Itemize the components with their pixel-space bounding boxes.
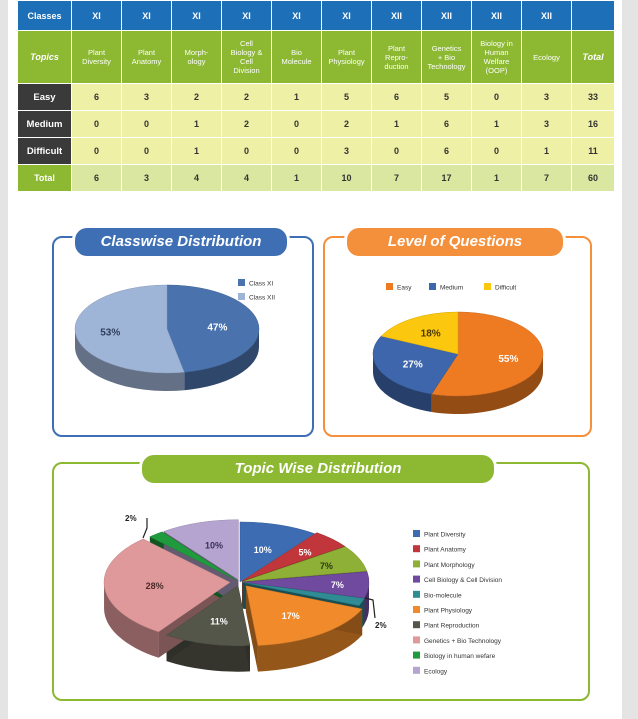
topics-header: Topics <box>18 31 72 84</box>
table-cell: 1 <box>172 111 222 138</box>
table-cell: 0 <box>472 138 522 165</box>
topic-header-line: Plant <box>337 48 356 57</box>
class-header-cell: XI <box>272 1 322 31</box>
leader-line <box>143 518 147 538</box>
difficulty-row <box>18 138 615 165</box>
class-header-cell: XI <box>322 1 372 31</box>
table-cell: 1 <box>372 111 422 138</box>
topic-header-line: Molecule <box>281 57 312 66</box>
topic-header-line: Plant <box>387 43 406 53</box>
topic-header-line: Repro- <box>385 52 408 62</box>
table-cell: 2 <box>322 111 372 138</box>
row-total-cell: 16 <box>572 111 615 138</box>
legend-item <box>413 560 475 569</box>
topic-header-cell <box>422 31 472 84</box>
topic-header-cell <box>272 31 322 84</box>
pie-value-label: 55% <box>498 353 519 365</box>
class-header-cell: XI <box>172 1 222 31</box>
pie-value-label: 47% <box>207 322 228 334</box>
topic-header-line: Cell <box>240 39 253 48</box>
legend-item <box>413 545 467 554</box>
pie-value-label: 27% <box>402 359 423 371</box>
topic-title <box>142 455 494 483</box>
table-cell: 0 <box>272 138 322 165</box>
page-left-edge <box>0 0 8 719</box>
topic-header-line: Technology <box>427 61 466 71</box>
legend-item <box>413 667 448 676</box>
total-header: Total <box>572 31 615 84</box>
class-header-cell: XII <box>472 1 522 31</box>
table-cell: 0 <box>372 138 422 165</box>
class-header-cell: XI <box>122 1 172 31</box>
table-cell: 6 <box>372 84 422 111</box>
table-cell: 2 <box>172 84 222 111</box>
total-cell: 7 <box>372 165 422 192</box>
level-title-text: Level of Questions <box>387 233 523 250</box>
legend-label: Cell Biology & Cell Division <box>424 577 503 585</box>
topic-header-line: duction <box>384 61 409 71</box>
legend-label: Plant Reproduction <box>424 622 480 630</box>
topic-header-cell <box>372 31 422 84</box>
pie-value-label: 17% <box>281 610 300 621</box>
legend-label: Genetics + Bio Technology <box>424 637 502 645</box>
legend-swatch <box>484 283 491 290</box>
topic-header-line: + Bio <box>437 52 456 62</box>
pie-value-label: 11% <box>210 616 228 627</box>
row-total-cell: 33 <box>572 84 615 111</box>
table-cell: 0 <box>122 111 172 138</box>
class-header-cell: XII <box>372 1 422 31</box>
legend-item <box>484 283 516 292</box>
table-cell: 0 <box>272 111 322 138</box>
pie-value-label: 10% <box>205 540 224 551</box>
table-cell: 1 <box>472 111 522 138</box>
topics-row <box>18 31 615 84</box>
legend-item <box>413 530 466 539</box>
table-cell: 3 <box>122 84 172 111</box>
table-cell: 5 <box>422 84 472 111</box>
pie-value-label: 5% <box>298 547 312 558</box>
total-cell: 6 <box>72 165 122 192</box>
level-title <box>347 228 563 256</box>
row-label: Difficult <box>18 138 72 165</box>
total-cell: 1 <box>272 165 322 192</box>
page-right-edge <box>622 0 638 719</box>
topic-header-line: Biology & <box>230 48 263 57</box>
topic-header-line: Diversity <box>82 57 111 66</box>
legend-swatch <box>413 606 420 613</box>
pie-value-label: 2% <box>125 514 137 523</box>
topic-header-line: Division <box>233 66 260 75</box>
table-cell: 1 <box>172 138 222 165</box>
difficulty-row <box>18 84 615 111</box>
topic-header-cell <box>322 31 372 84</box>
legend-swatch <box>413 576 420 583</box>
topic-header-cell <box>472 31 522 84</box>
legend-label: Plant Physiology <box>424 607 473 615</box>
topic-header-cell <box>172 31 222 84</box>
topic-header-line: Bio <box>291 48 302 57</box>
topic-pie-chart <box>55 488 583 694</box>
legend-label: Easy <box>397 284 412 292</box>
topic-header-line: Plant <box>87 48 106 57</box>
total-cell: 3 <box>122 165 172 192</box>
legend-swatch <box>429 283 436 290</box>
legend-label: Medium <box>440 284 464 292</box>
row-label: Easy <box>18 84 72 111</box>
topic-header-line: Anatomy <box>131 57 162 66</box>
topic-header-line: Welfare <box>483 57 510 66</box>
table-cell: 6 <box>422 138 472 165</box>
table-cell: 1 <box>272 84 322 111</box>
level-pie-chart <box>326 262 584 430</box>
total-row-label: Total <box>18 165 72 192</box>
table-cell: 3 <box>522 111 572 138</box>
legend-label: Plant Morphology <box>424 561 475 569</box>
topic-header-line: (OOP) <box>485 66 508 75</box>
legend-label: Biology in human wefare <box>424 653 496 661</box>
legend-label: Bio-molecule <box>424 592 462 600</box>
pie-value-label: 7% <box>330 580 344 591</box>
table-cell: 0 <box>472 84 522 111</box>
pie-value-label: 2% <box>375 621 387 630</box>
legend-swatch <box>238 279 245 286</box>
classes-blank-cell <box>572 1 615 31</box>
class-header-cell: XI <box>72 1 122 31</box>
table-cell: 0 <box>72 138 122 165</box>
legend-item <box>413 652 496 661</box>
legend-swatch <box>413 621 420 628</box>
classwise-pie-chart <box>55 262 307 430</box>
classwise-title-text: Classwise Distribution <box>100 233 262 250</box>
table-cell: 3 <box>522 84 572 111</box>
classes-header: Classes <box>18 1 72 31</box>
topic-header-cell <box>222 31 272 84</box>
row-label: Medium <box>18 111 72 138</box>
class-header-cell: XI <box>222 1 272 31</box>
table-cell: 1 <box>522 138 572 165</box>
legend-item <box>238 279 273 288</box>
legend-item <box>413 636 502 645</box>
total-cell: 4 <box>172 165 222 192</box>
legend-label: Plant Anatomy <box>424 546 466 554</box>
topic-header-cell <box>72 31 122 84</box>
legend-label: Class XI <box>249 280 274 288</box>
table-cell: 2 <box>222 111 272 138</box>
table-cell: 0 <box>122 138 172 165</box>
legend-item <box>429 283 463 292</box>
class-header-cell: XII <box>422 1 472 31</box>
table-cell: 6 <box>72 84 122 111</box>
legend-swatch <box>413 636 420 643</box>
table-cell: 5 <box>322 84 372 111</box>
legend-label: Class XII <box>249 294 276 302</box>
legend-label: Difficult <box>495 284 517 292</box>
classes-row <box>18 1 615 31</box>
topic-header-line: Human <box>484 48 509 57</box>
distribution-table <box>17 0 615 192</box>
topic-header-cell <box>522 31 572 84</box>
legend-item <box>413 576 502 585</box>
legend-label: Plant Diversity <box>424 531 466 539</box>
topic-header-line: Ecology <box>533 52 560 62</box>
legend-item <box>386 283 412 292</box>
table-cell: 2 <box>222 84 272 111</box>
legend-swatch <box>413 667 420 674</box>
total-cell: 4 <box>222 165 272 192</box>
legend-swatch <box>238 293 245 300</box>
topic-header-cell <box>122 31 172 84</box>
legend-item <box>413 621 480 630</box>
topic-header-line: Cell <box>240 57 253 66</box>
difficulty-row <box>18 111 615 138</box>
topic-header-line: Physiology <box>328 57 365 66</box>
table-cell: 0 <box>222 138 272 165</box>
total-row <box>18 165 615 192</box>
topic-header-line: Morph- <box>184 48 209 57</box>
class-header-cell: XII <box>522 1 572 31</box>
topic-header-line: Plant <box>137 48 156 57</box>
row-total-cell: 11 <box>572 138 615 165</box>
legend-swatch <box>413 652 420 659</box>
legend-swatch <box>413 560 420 567</box>
legend-swatch <box>386 283 393 290</box>
legend-swatch <box>413 545 420 552</box>
legend-item <box>238 293 275 302</box>
total-cell: 7 <box>522 165 572 192</box>
classwise-title <box>75 228 287 256</box>
legend-item <box>413 591 462 600</box>
grand-total-cell: 60 <box>572 165 615 192</box>
pie-value-label: 10% <box>253 544 272 555</box>
total-cell: 10 <box>322 165 372 192</box>
legend-item <box>413 606 473 615</box>
pie-value-label: 18% <box>420 328 441 340</box>
pie-value-label: 28% <box>145 581 164 592</box>
topic-title-text: Topic Wise Distribution <box>234 460 402 477</box>
legend-label: Ecology <box>424 668 448 676</box>
pie-value-label: 7% <box>319 560 333 571</box>
table-cell: 3 <box>322 138 372 165</box>
total-cell: 17 <box>422 165 472 192</box>
legend-swatch <box>413 591 420 598</box>
topic-header-line: Genetics <box>431 43 462 53</box>
pie-value-label: 53% <box>100 327 121 339</box>
legend-swatch <box>413 530 420 537</box>
table-cell: 6 <box>422 111 472 138</box>
topic-header-line: ology <box>187 57 206 66</box>
total-cell: 1 <box>472 165 522 192</box>
topic-header-line: Biology in <box>480 39 513 48</box>
table-cell: 0 <box>72 111 122 138</box>
